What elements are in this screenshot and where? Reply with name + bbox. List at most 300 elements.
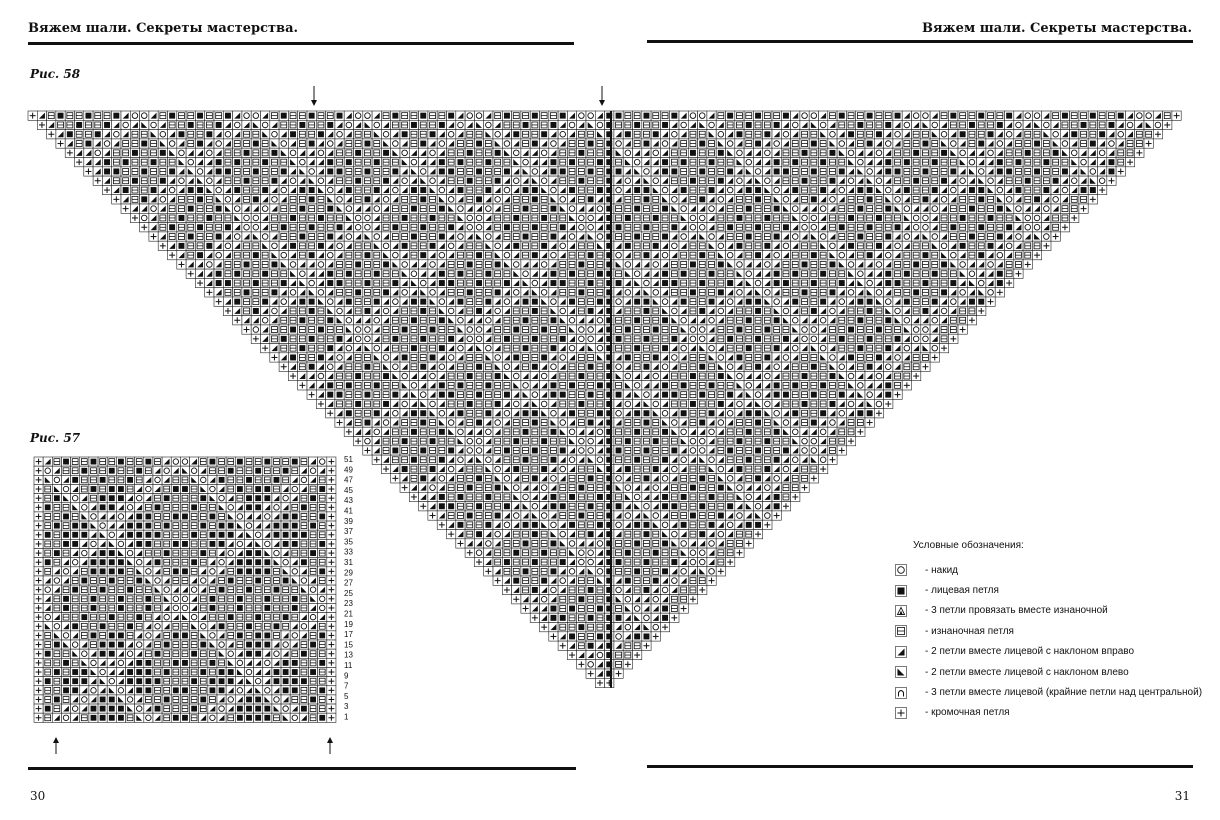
chart-cell-k2tog-right [465, 232, 474, 241]
chart-cell-purl [688, 185, 697, 194]
chart-cell-knit [144, 539, 153, 548]
chart-cell-purl [623, 446, 632, 455]
chart-cell-yarn-over [577, 557, 586, 566]
chart-cell-k2tog-right [623, 167, 632, 176]
chart-cell-yarn-over [791, 232, 800, 241]
chart-cell-purl [474, 483, 483, 492]
chart-cell-purl [623, 557, 632, 566]
chart-cell-knit [670, 111, 679, 120]
chart-cell-purl [623, 427, 632, 436]
chart-cell-knit [512, 464, 521, 473]
chart-cell-k2tog-right [856, 399, 865, 408]
chart-cell-yarn-over [912, 223, 921, 232]
chart-cell-purl [502, 316, 511, 325]
chart-cell-knit [642, 223, 651, 232]
chart-cell-k2tog-left [893, 316, 902, 325]
chart-cell-knit [530, 362, 539, 371]
chart-cell-purl [493, 557, 502, 566]
chart-cell-k2tog-right [400, 297, 409, 306]
chart-cell-knit [98, 713, 107, 722]
chart-cell-k2tog-right [89, 677, 98, 686]
chart-cell-purl [447, 269, 456, 278]
chart-cell-k2tog-right [577, 316, 586, 325]
chart-cell-purl [809, 269, 818, 278]
chart-cell-yarn-over [577, 223, 586, 232]
chart-cell-k2tog-right [763, 492, 772, 501]
chart-cell-purl [1070, 204, 1079, 213]
chart-cell-k2tog-right [263, 521, 272, 530]
chart-cell-purl [856, 241, 865, 250]
chart-cell-knit [530, 474, 539, 483]
chart-cell-purl [437, 325, 446, 334]
chart-cell-yarn-over [614, 474, 623, 483]
chart-cell-k2tog-right [281, 695, 290, 704]
chart-cell-knit [135, 530, 144, 539]
chart-cell-k2tog-right [235, 677, 244, 686]
chart-cell-yarn-over [135, 640, 144, 649]
chart-cell-knit [153, 677, 162, 686]
chart-cell-purl [52, 539, 61, 548]
chart-cell-knit [865, 362, 874, 371]
chart-cell-purl [447, 288, 456, 297]
chart-cell-purl [502, 437, 511, 446]
chart-cell-k2tog-left [707, 130, 716, 139]
k2tog-left-icon [895, 666, 907, 678]
chart-cell-purl [180, 640, 189, 649]
chart-cell-k2tog-left [521, 502, 530, 511]
chart-cell-k2tog-right [726, 418, 735, 427]
chart-cell-purl [447, 260, 456, 269]
chart-cell-yarn-over [226, 695, 235, 704]
chart-cell-edge [474, 557, 483, 566]
chart-cell-k2tog-right [781, 297, 790, 306]
chart-cell-yarn-over [199, 622, 208, 631]
chart-cell-knit [744, 427, 753, 436]
chart-cell-knit [126, 530, 135, 539]
row-number: 33 [344, 547, 353, 557]
chart-cell-knit [549, 455, 558, 464]
chart-cell-k2tog-right [660, 130, 669, 139]
chart-cell-k2tog-left [735, 381, 744, 390]
chart-cell-purl [153, 521, 162, 530]
chart-cell-knit [290, 594, 299, 603]
chart-cell-k2tog-right [735, 502, 744, 511]
chart-cell-purl [930, 139, 939, 148]
chart-cell-knit [753, 185, 762, 194]
chart-cell-purl [856, 195, 865, 204]
chart-cell-k2tog-right [642, 148, 651, 157]
chart-cell-yarn-over [567, 567, 576, 576]
chart-cell-purl [199, 594, 208, 603]
chart-cell-purl [828, 223, 837, 232]
chart-cell-purl [865, 213, 874, 222]
chart-cell-yarn-over [884, 139, 893, 148]
chart-cell-edge [521, 604, 530, 613]
chart-cell-k2tog-left [623, 269, 632, 278]
chart-cell-k2tog-right [614, 176, 623, 185]
chart-cell-k2tog-right [567, 130, 576, 139]
chart-cell-purl [679, 511, 688, 520]
chart-cell-yarn-over [744, 381, 753, 390]
chart-cell-yarn-over [623, 371, 632, 380]
chart-cell-purl [465, 492, 474, 501]
chart-cell-k2tog-right [226, 539, 235, 548]
chart-cell-yarn-over [474, 548, 483, 557]
chart-cell-k2tog-right [484, 418, 493, 427]
chart-cell-knit [1088, 185, 1097, 194]
chart-cell-purl [614, 548, 623, 557]
chart-cell-knit [605, 520, 614, 529]
chart-cell-knit [281, 658, 290, 667]
chart-cell-knit [558, 390, 567, 399]
chart-cell-knit [651, 213, 660, 222]
chart-cell-purl [217, 658, 226, 667]
chart-cell-edge [465, 548, 474, 557]
chart-cell-k2tog-right [153, 713, 162, 722]
chart-cell-purl [447, 158, 456, 167]
chart-cell-purl [642, 232, 651, 241]
chart-cell-knit [567, 381, 576, 390]
chart-cell-k2tog-right [874, 167, 883, 176]
chart-cell-purl [549, 325, 558, 334]
chart-cell-k2tog-right [651, 604, 660, 613]
chart-cell-knit [995, 167, 1004, 176]
chart-cell-k2tog-right [512, 585, 521, 594]
chart-cell-purl [623, 120, 632, 129]
chart-cell-yarn-over [735, 371, 744, 380]
chart-cell-purl [521, 576, 530, 585]
chart-cell-purl [800, 130, 809, 139]
chart-cell-k2tog-right [688, 344, 697, 353]
chart-cell-k2tog-right [884, 260, 893, 269]
chart-cell-k2tog-right [281, 549, 290, 558]
chart-cell-purl [1144, 130, 1153, 139]
chart-cell-purl [735, 120, 744, 129]
chart-cell-k2tog-right [772, 353, 781, 362]
chart-cell-purl [846, 232, 855, 241]
chart-cell-purl [670, 269, 679, 278]
chart-cell-knit [623, 464, 632, 473]
chart-cell-k2tog-right [1107, 148, 1116, 157]
chart-cell-edge [327, 466, 336, 475]
chart-cell-k2tog-left [409, 390, 418, 399]
chart-cell-knit [474, 530, 483, 539]
chart-cell-purl [61, 695, 70, 704]
chart-cell-purl [437, 111, 446, 120]
chart-cell-k2tog-right [567, 306, 576, 315]
chart-cell-purl [595, 251, 604, 260]
chart-cell-k2tog-right [679, 241, 688, 250]
chart-cell-yarn-over [781, 418, 790, 427]
chart-cell-k2tog-right [71, 695, 80, 704]
chart-cell-purl [1163, 111, 1172, 120]
chart-cell-purl [281, 585, 290, 594]
chart-cell-k2tog-right [884, 176, 893, 185]
chart-cell-purl [447, 148, 456, 157]
chart-cell-k2tog-right [595, 213, 604, 222]
chart-cell-knit [791, 381, 800, 390]
chart-cell-k2tog-left [586, 120, 595, 129]
chart-cell-k2tog-right [716, 297, 725, 306]
chart-cell-yarn-over [493, 530, 502, 539]
chart-cell-k2tog-right [281, 484, 290, 493]
chart-cell-purl [484, 251, 493, 260]
chart-cell-yarn-over [549, 297, 558, 306]
chart-cell-purl [567, 371, 576, 380]
chart-cell-purl [208, 649, 217, 658]
chart-cell-k2tog-right [107, 658, 116, 667]
chart-cell-k2tog-right [679, 223, 688, 232]
chart-cell-k2tog-right [939, 120, 948, 129]
chart-cell-k2tog-right [670, 585, 679, 594]
chart-cell-k2tog-right [837, 353, 846, 362]
chart-cell-knit [958, 241, 967, 250]
chart-cell-k2tog-right [707, 111, 716, 120]
chart-cell-yarn-over [995, 139, 1004, 148]
chart-cell-k2tog-right [986, 139, 995, 148]
chart-cell-knit [1107, 158, 1116, 167]
chart-cell-k2tog-right [874, 139, 883, 148]
chart-cell-knit [493, 371, 502, 380]
chart-cell-k2tog-right [893, 251, 902, 260]
chart-cell-purl [521, 585, 530, 594]
chart-cell-purl [428, 223, 437, 232]
chart-cell-purl [595, 390, 604, 399]
chart-cell-knit [521, 232, 530, 241]
chart-cell-k2tog-right [530, 371, 539, 380]
chart-cell-yarn-over [428, 399, 437, 408]
chart-cell-purl [670, 492, 679, 501]
chart-cell-k2tog-left [199, 484, 208, 493]
chart-cell-k2tog-right [595, 418, 604, 427]
chart-cell-knit [52, 667, 61, 676]
chart-cell-k2tog-right [558, 139, 567, 148]
chart-cell-purl [809, 399, 818, 408]
chart-cell-knit [419, 446, 428, 455]
chart-cell-purl [670, 213, 679, 222]
chart-cell-knit [217, 475, 226, 484]
chart-cell-knit [208, 457, 217, 466]
chart-cell-yarn-over [939, 241, 948, 250]
chart-cell-purl [419, 130, 428, 139]
chart-cell-yarn-over [235, 658, 244, 667]
chart-cell-knit [744, 409, 753, 418]
chart-cell-edge [1051, 232, 1060, 241]
chart-cell-purl [688, 278, 697, 287]
chart-cell-yarn-over [781, 464, 790, 473]
chart-cell-yarn-over [567, 232, 576, 241]
chart-cell-k2tog-right [502, 576, 511, 585]
chart-cell-knit [116, 558, 125, 567]
chart-cell-k2tog-right [299, 567, 308, 576]
chart-cell-knit [89, 457, 98, 466]
chart-cell-purl [828, 390, 837, 399]
chart-cell-k2tog-right [162, 622, 171, 631]
chart-cell-yarn-over [89, 539, 98, 548]
chart-cell-k2tog-right [540, 158, 549, 167]
chart-cell-k2tog-right [549, 623, 558, 632]
chart-cell-k2tog-right [865, 260, 874, 269]
chart-cell-purl [828, 446, 837, 455]
chart-cell-knit [493, 148, 502, 157]
chart-cell-k2tog-right [939, 316, 948, 325]
chart-cell-k2tog-right [651, 158, 660, 167]
chart-cell-purl [474, 176, 483, 185]
chart-cell-yarn-over [456, 120, 465, 129]
chart-cell-k2tog-right [707, 223, 716, 232]
chart-cell-purl [465, 167, 474, 176]
chart-cell-knit [549, 269, 558, 278]
chart-cell-k2tog-right [744, 511, 753, 520]
chart-cell-knit [1042, 158, 1051, 167]
chart-cell-yarn-over [61, 713, 70, 722]
chart-cell-k2tog-right [226, 686, 235, 695]
chart-cell-knit [484, 492, 493, 501]
chart-cell-knit [595, 604, 604, 613]
chart-cell-k2tog-right [846, 185, 855, 194]
chart-cell-knit [772, 167, 781, 176]
chart-cell-knit [299, 530, 308, 539]
chart-cell-knit [540, 130, 549, 139]
chart-cell-knit [651, 464, 660, 473]
chart-cell-knit [98, 640, 107, 649]
chart-cell-yarn-over [707, 120, 716, 129]
chart-cell-yarn-over [512, 288, 521, 297]
chart-cell-yarn-over [967, 269, 976, 278]
chart-cell-purl [558, 148, 567, 157]
chart-cell-yarn-over [89, 686, 98, 695]
chart-cell-purl [595, 585, 604, 594]
chart-cell-k2tog-right [800, 204, 809, 213]
chart-cell-knit [614, 502, 623, 511]
chart-cell-purl [502, 455, 511, 464]
chart-cell-purl [52, 594, 61, 603]
chart-cell-knit [290, 658, 299, 667]
chart-cell-purl [419, 213, 428, 222]
chart-cell-k2tog-right [633, 260, 642, 269]
chart-cell-edge [1060, 223, 1069, 232]
chart-cell-k2tog-right [753, 381, 762, 390]
chart-cell-knit [98, 567, 107, 576]
chart-cell-k2tog-left [263, 695, 272, 704]
chart-cell-knit [116, 713, 125, 722]
chart-cell-knit [208, 530, 217, 539]
chart-cell-yarn-over [484, 316, 493, 325]
chart-cell-knit [484, 185, 493, 194]
chart-cell-purl [735, 418, 744, 427]
chart-cell-k2tog-right [549, 399, 558, 408]
chart-cell-yarn-over [549, 409, 558, 418]
chart-cell-k2tog-right [437, 353, 446, 362]
chart-cell-purl [586, 241, 595, 250]
chart-cell-k2tog-right [199, 466, 208, 475]
chart-cell-k2tog-left [633, 613, 642, 622]
chart-cell-k2tog-right [819, 446, 828, 455]
chart-cell-k2tog-right [235, 530, 244, 539]
chart-cell-knit [586, 474, 595, 483]
chart-cell-k2tog-right [670, 251, 679, 260]
chart-cell-knit [558, 334, 567, 343]
chart-cell-purl [688, 130, 697, 139]
chart-cell-k2tog-right [540, 251, 549, 260]
chart-cell-yarn-over [465, 437, 474, 446]
chart-cell-knit [753, 223, 762, 232]
chart-cell-edge [614, 669, 623, 678]
chart-cell-yarn-over [896, 565, 907, 576]
chart-cell-knit [89, 704, 98, 713]
chart-cell-knit [633, 632, 642, 641]
chart-cell-purl [642, 204, 651, 213]
chart-cell-knit [235, 484, 244, 493]
chart-cell-purl [735, 344, 744, 353]
chart-cell-k2tog-right [912, 316, 921, 325]
chart-cell-yarn-over [400, 148, 409, 157]
chart-cell-knit [217, 521, 226, 530]
chart-cell-edge [327, 503, 336, 512]
chart-cell-purl [521, 111, 530, 120]
chart-cell-yarn-over [595, 120, 604, 129]
chart-cell-knit [605, 251, 614, 260]
chart-cell-edge [327, 530, 336, 539]
chart-cell-purl [781, 325, 790, 334]
chart-cell-yarn-over [290, 484, 299, 493]
chart-cell-k2tog-right [437, 176, 446, 185]
chart-cell-purl [493, 158, 502, 167]
chart-cell-yarn-over [837, 297, 846, 306]
chart-cell-k2tog-right [484, 557, 493, 566]
chart-cell-k2tog-left [80, 658, 89, 667]
chart-cell-yarn-over [744, 269, 753, 278]
chart-cell-purl [80, 713, 89, 722]
chart-cell-k2tog-right [633, 148, 642, 157]
chart-cell-knit [586, 278, 595, 287]
chart-cell-purl [577, 269, 586, 278]
chart-cell-k2tog-right [318, 466, 327, 475]
chart-cell-k2tog-right [651, 139, 660, 148]
chart-cell-knit [1070, 130, 1079, 139]
chart-cell-purl [986, 111, 995, 120]
chart-cell-k2tog-right [502, 241, 511, 250]
chart-cell-purl [633, 474, 642, 483]
chart-cell-knit [318, 512, 327, 521]
chart-cell-purl [465, 464, 474, 473]
row-number: 35 [344, 537, 353, 547]
chart-cell-knit [605, 567, 614, 576]
chart-cell-knit [884, 390, 893, 399]
chart-cell-yarn-over [614, 251, 623, 260]
chart-cell-knit [437, 455, 446, 464]
chart-cell-knit [80, 613, 89, 622]
chart-cell-k2tog-right [116, 649, 125, 658]
chart-cell-yarn-over [171, 457, 180, 466]
chart-cell-knit [1051, 176, 1060, 185]
chart-cell-purl [614, 158, 623, 167]
chart-cell-yarn-over [660, 585, 669, 594]
chart-cell-knit [902, 158, 911, 167]
chart-cell-purl [921, 148, 930, 157]
chart-cell-knit [763, 353, 772, 362]
chart-cell-purl [856, 111, 865, 120]
chart-cell-knit [986, 213, 995, 222]
chart-cell-knit [688, 483, 697, 492]
chart-cell-yarn-over [707, 427, 716, 436]
chart-cell-k2tog-right [614, 241, 623, 250]
chart-cell-yarn-over [595, 427, 604, 436]
chart-cell-k2tog-right [977, 269, 986, 278]
chart-cell-k2tog-right [512, 251, 521, 260]
chart-cell-knit [670, 502, 679, 511]
chart-cell-purl [456, 399, 465, 408]
